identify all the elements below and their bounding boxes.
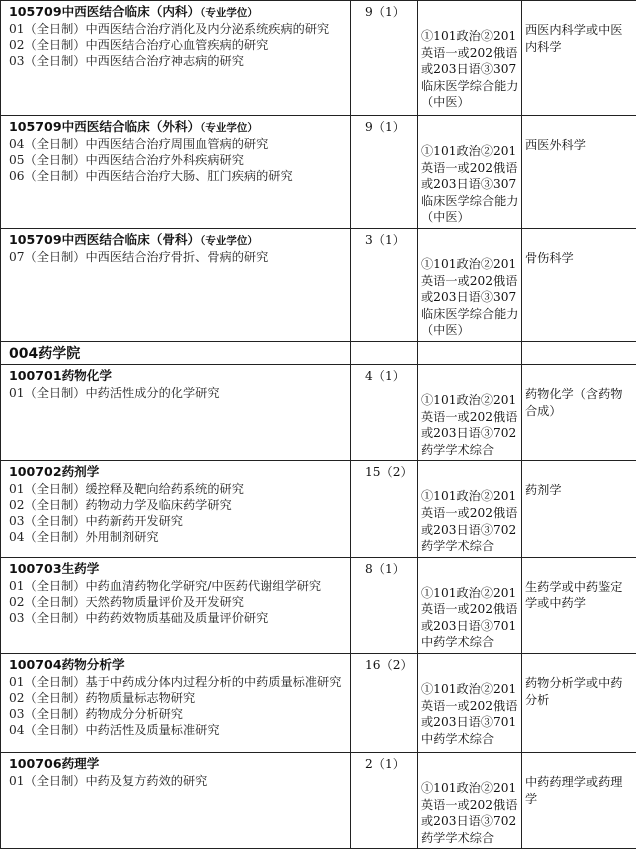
program-row xyxy=(1,654,636,753)
program-title: 100704药物分析学 xyxy=(9,657,125,673)
enrollment-quota: 2（1） xyxy=(365,757,405,772)
research-direction: 01（全日制）缓控释及靶向给药系统的研究 xyxy=(9,482,244,497)
research-direction: 05（全日制）中西医结合治疗外科疾病研究 xyxy=(9,153,244,167)
program-cell xyxy=(1,116,351,229)
program-title: 100702药剂学 xyxy=(9,464,100,480)
enrollment-quota: 15（2） xyxy=(365,465,413,480)
program-cell xyxy=(1,228,351,341)
program-row xyxy=(1,116,636,229)
quota-cell xyxy=(351,654,418,753)
program-title: 100706药理学 xyxy=(9,756,100,772)
program-cell xyxy=(1,753,351,849)
program-title: 100703生药学 xyxy=(9,560,100,576)
research-direction: 03（全日制）中西医结合治疗神志病的研究 xyxy=(9,54,244,68)
degree-type-tag: （专业学位） xyxy=(200,122,258,134)
program-row xyxy=(1,228,636,341)
research-direction: 01（全日制）中药血清药物化学研究/中医药代谢组学研究 xyxy=(9,578,322,593)
retest-subject: 药物化学（含药物合成） xyxy=(522,364,636,460)
program-title: 105709中西医结合临床（骨科） xyxy=(9,231,201,247)
exam-subjects: ①101政治②201英语一或202俄语或203日语③307临床医学综合能力（中医） xyxy=(418,228,522,341)
quota-cell xyxy=(351,753,418,849)
research-direction: 06（全日制）中西医结合治疗大肠、肛门疾病的研究 xyxy=(9,169,293,183)
enrollment-quota: 9（1） xyxy=(365,5,405,19)
research-direction: 03（全日制）药物成分分析研究 xyxy=(9,707,183,722)
research-direction: 01（全日制）中药活性成分的化学研究 xyxy=(9,385,220,400)
enrollment-quota: 9（1） xyxy=(365,120,405,134)
quota-cell xyxy=(351,461,418,557)
program-row xyxy=(1,461,636,557)
degree-type-tag: （专业学位） xyxy=(200,234,258,247)
catalog-body xyxy=(1,1,636,849)
retest-subject: 药剂学 xyxy=(522,461,636,557)
program-cell xyxy=(1,461,351,557)
research-direction: 03（全日制）中药药效物质基础及质量评价研究 xyxy=(9,610,269,625)
quota-cell xyxy=(351,557,418,653)
exam-subjects: ①101政治②201英语一或202俄语或203日语③702药学学术综合 xyxy=(418,461,522,557)
research-direction: 04（全日制）中药活性及质量标准研究 xyxy=(9,723,220,738)
quota-cell xyxy=(351,228,418,341)
retest-subject: 药物分析学或中药分析 xyxy=(522,654,636,753)
enrollment-quota: 4（1） xyxy=(365,368,405,383)
enrollment-quota: 3（1） xyxy=(365,232,405,247)
research-direction: 01（全日制）中药及复方药效的研究 xyxy=(9,774,208,789)
program-row xyxy=(1,557,636,653)
research-direction: 01（全日制）中西医结合治疗消化及内分泌系统疾病的研究 xyxy=(9,22,330,36)
exam-subjects: ①101政治②201英语一或202俄语或203日语③307临床医学综合能力（中医） xyxy=(418,116,522,229)
research-direction: 03（全日制）中药新药开发研究 xyxy=(9,514,183,529)
exam-subjects: ①101政治②201英语一或202俄语或203日语③702药学学术综合 xyxy=(418,364,522,460)
research-direction: 02（全日制）药物动力学及临床药学研究 xyxy=(9,498,232,513)
program-cell xyxy=(1,557,351,653)
program-title: 105709中西医结合临床（内科） xyxy=(9,4,201,19)
retest-subject: 生药学或中药鉴定学或中药学 xyxy=(522,557,636,653)
retest-subject: 西医外科学 xyxy=(522,116,636,229)
school-name: 004药学院 xyxy=(9,345,81,362)
retest-subject: 中药药理学或药理学 xyxy=(522,753,636,849)
exam-subjects: ①101政治②201英语一或202俄语或203日语③701中药学术综合 xyxy=(418,654,522,753)
retest-subject: 西医内科学或中医内科学 xyxy=(522,1,636,116)
program-row xyxy=(1,1,636,116)
research-direction: 02（全日制）中西医结合治疗心血管疾病的研究 xyxy=(9,38,269,52)
research-direction: 07（全日制）中西医结合治疗骨折、骨病的研究 xyxy=(9,249,269,264)
quota-cell xyxy=(351,116,418,229)
research-direction: 04（全日制）中西医结合治疗周围血管病的研究 xyxy=(9,137,269,151)
enrollment-quota: 16（2） xyxy=(365,658,413,673)
retest-subject: 骨伤科学 xyxy=(522,228,636,341)
research-direction: 02（全日制）药物质量标志物研究 xyxy=(9,691,196,706)
program-row xyxy=(1,364,636,460)
research-direction: 01（全日制）基于中药成分体内过程分析的中药质量标准研究 xyxy=(9,675,342,690)
program-row xyxy=(1,753,636,849)
exam-subjects: ①101政治②201英语一或202俄语或203日语③307临床医学综合能力（中医） xyxy=(418,1,522,116)
degree-type-tag: （专业学位） xyxy=(200,7,258,19)
enrollment-quota: 8（1） xyxy=(365,561,405,576)
program-cell xyxy=(1,1,351,116)
program-cell xyxy=(1,364,351,460)
program-title: 105709中西医结合临床（外科） xyxy=(9,119,201,134)
quota-cell xyxy=(351,1,418,116)
program-title: 100701药物化学 xyxy=(9,367,112,383)
research-direction: 02（全日制）天然药物质量评价及开发研究 xyxy=(9,594,244,609)
quota-cell xyxy=(351,364,418,460)
exam-subjects: ①101政治②201英语一或202俄语或203日语③702药学学术综合 xyxy=(418,753,522,849)
exam-subjects: ①101政治②201英语一或202俄语或203日语③701中药学术综合 xyxy=(418,557,522,653)
research-direction: 04（全日制）外用制剂研究 xyxy=(9,530,159,545)
program-cell xyxy=(1,654,351,753)
school-header-row xyxy=(1,341,636,364)
